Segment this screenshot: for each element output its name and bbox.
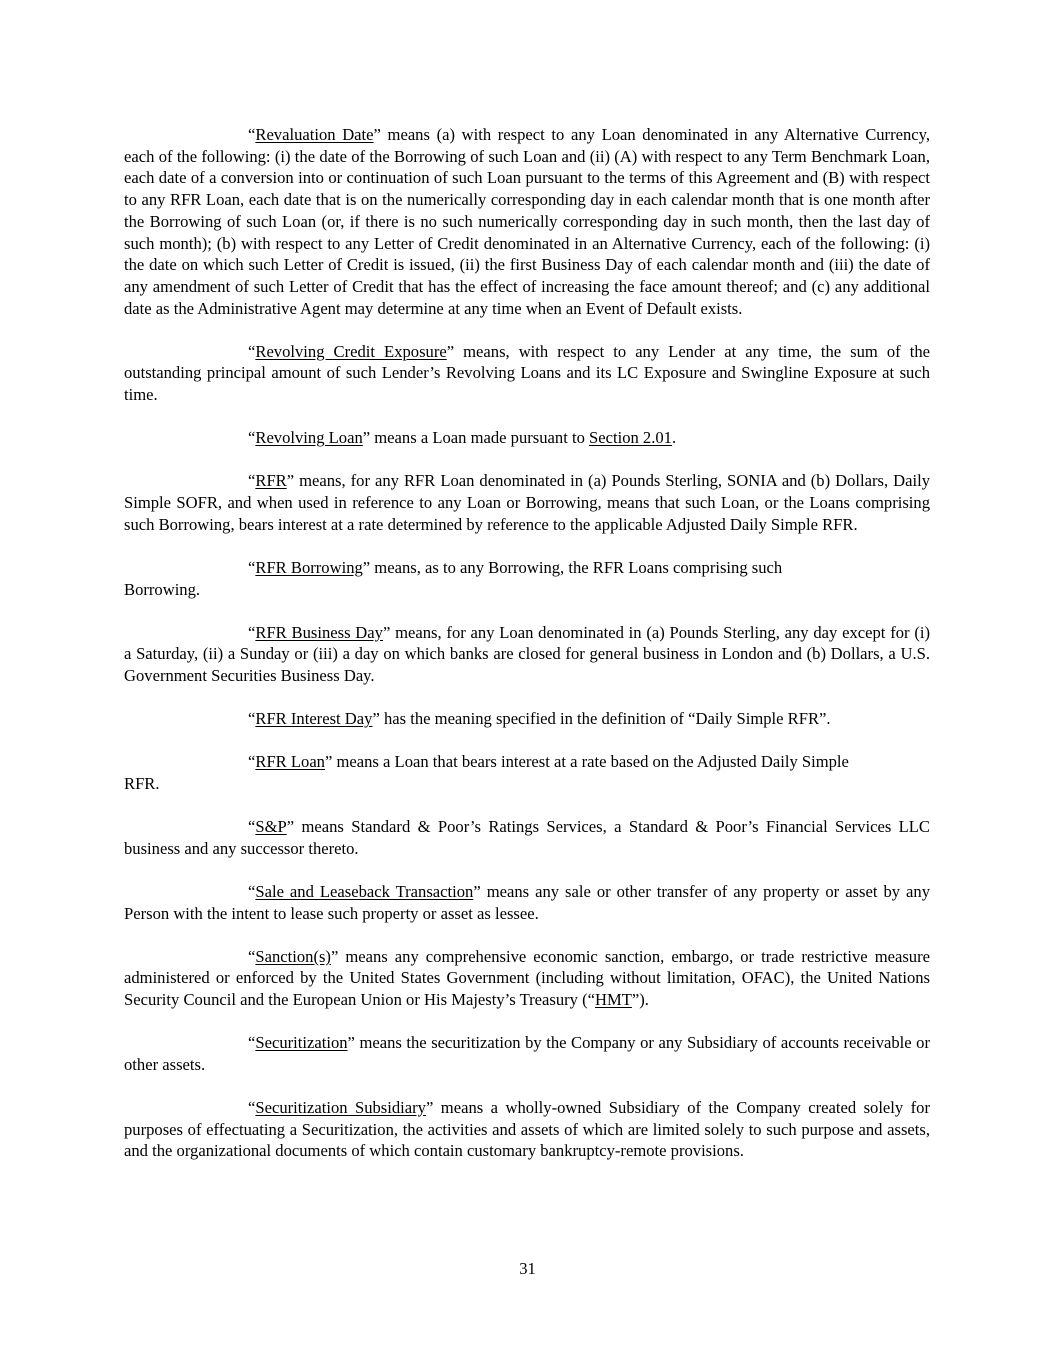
definition-sale-and-leaseback-transaction: “Sale and Leaseback Transaction” means any sale or other transfer of any property or asset by any Person with the intent to lease such property or asset as lessee. bbox=[124, 881, 930, 923]
definition-rfr-borrowing: “RFR Borrowing” means, as to any Borrowing, the RFR Loans comprising such Borrowing. bbox=[124, 557, 930, 600]
document-page bbox=[124, 124, 930, 1183]
defined-term: RFR Loan bbox=[255, 752, 325, 772]
definition-tail: RFR. bbox=[124, 773, 160, 793]
defined-term: Sanction(s) bbox=[255, 946, 331, 966]
definition-revaluation-date: “Revaluation Date” means (a) with respect to any Loan denominated in any Alternative Currency, each of the following: (i) the date of the Borrowing of such Loan and (ii) (A) with respect to any Term Benchmark Loan, each date of a conversion into or continuation of such Loan pursuant to the terms of this Agreement and (B) with respect to any RFR Loan, each date that is on the numerically corresponding day in each calendar month that is one month after the Borrowing of such Loan (or, if there is no such numerically corresponding day in such month, then the last day of such month); (b) with respect to any Letter of Credit denominated in an Alternative Currency, each of the following: (i) the date on which such Letter of Credit is issued, (ii) the first Business Day of each calendar month and (iii) the date of any amendment of such Letter of Credit that has the effect of increasing the face amount thereof; and (c) any additional date as the Administrative Agent may determine at any time when an Event of Default exists. bbox=[124, 125, 930, 318]
definition-rfr: “RFR” means, for any RFR Loan denominated in (a) Pounds Sterling, SONIA and (b) Dollars, Daily Simple SOFR, and when used in reference to any Loan or Borrowing, means that such Loan, or the Loans comprising such Borrowing, bears interest at a rate determined by reference to the applicable Adjusted Daily Simple RFR. bbox=[124, 471, 930, 534]
defined-term: RFR Business Day bbox=[255, 622, 383, 642]
definition-sanctions: “Sanction(s)” means any comprehensive economic sanction, embargo, or trade restrictive measure administered or enforced by the United States Government (including without limitation, OFAC), the United Nations Security Council and the European Union or His Majesty’s Treasury (“HMT”). bbox=[124, 946, 930, 1009]
defined-term: Revaluation Date bbox=[255, 125, 374, 144]
defined-term: Revolving Credit Exposure bbox=[255, 341, 447, 361]
defined-term: Sale and Leaseback Transaction bbox=[255, 881, 474, 901]
defined-term: RFR Interest Day bbox=[255, 709, 373, 729]
definition-rfr-business-day: “RFR Business Day” means, for any Loan denominated in (a) Pounds Sterling, any day except for (i) a Saturday, (ii) a Sunday or (iii) a day on which banks are closed for general business in London and (b) Dollars, a U.S. Government Securities Business Day. bbox=[124, 622, 930, 686]
defined-term: S&P bbox=[255, 817, 287, 836]
defined-term: Securitization bbox=[255, 1033, 348, 1053]
page-number: 31 bbox=[519, 1259, 536, 1278]
definition-rfr-loan: “RFR Loan” means a Loan that bears interest at a rate based on the Adjusted Daily Simple RFR. bbox=[124, 751, 930, 794]
defined-term-hmt: HMT bbox=[595, 990, 632, 1009]
definition-s-and-p: “S&P” means Standard & Poor’s Ratings Services, a Standard & Poor’s Financial Services LLC business and any successor thereto. bbox=[124, 817, 930, 858]
defined-term: RFR Borrowing bbox=[255, 557, 363, 577]
definition-revolving-credit-exposure: “Revolving Credit Exposure” means, with respect to any Lender at any time, the sum of the outstanding principal amount of such Lender’s Revolving Loans and its LC Exposure and Swingline Exposure at such time. bbox=[124, 341, 930, 405]
section-reference: Section 2.01 bbox=[589, 428, 672, 448]
definition-securitization-subsidiary: “Securitization Subsidiary” means a wholly-owned Subsidiary of the Company created solely for purposes of effectuating a Securitization, the activities and assets of which are limited solely to such purpose and assets, and the organizational documents of which contain customary bankruptcy-remote provisions. bbox=[124, 1097, 931, 1161]
definition-tail: Borrowing. bbox=[124, 579, 201, 599]
definition-revolving-loan: “Revolving Loan” means a Loan made pursuant to Section 2.01. bbox=[248, 428, 677, 448]
defined-term: RFR bbox=[255, 471, 287, 491]
defined-term: Revolving Loan bbox=[255, 428, 363, 448]
defined-term: Securitization Subsidiary bbox=[255, 1097, 426, 1117]
definition-securitization: “Securitization” means the securitization by the Company or any Subsidiary of accounts receivable or other assets. bbox=[124, 1033, 930, 1074]
definition-rfr-interest-day: “RFR Interest Day” has the meaning specified in the definition of “Daily Simple RFR”. bbox=[248, 709, 831, 729]
